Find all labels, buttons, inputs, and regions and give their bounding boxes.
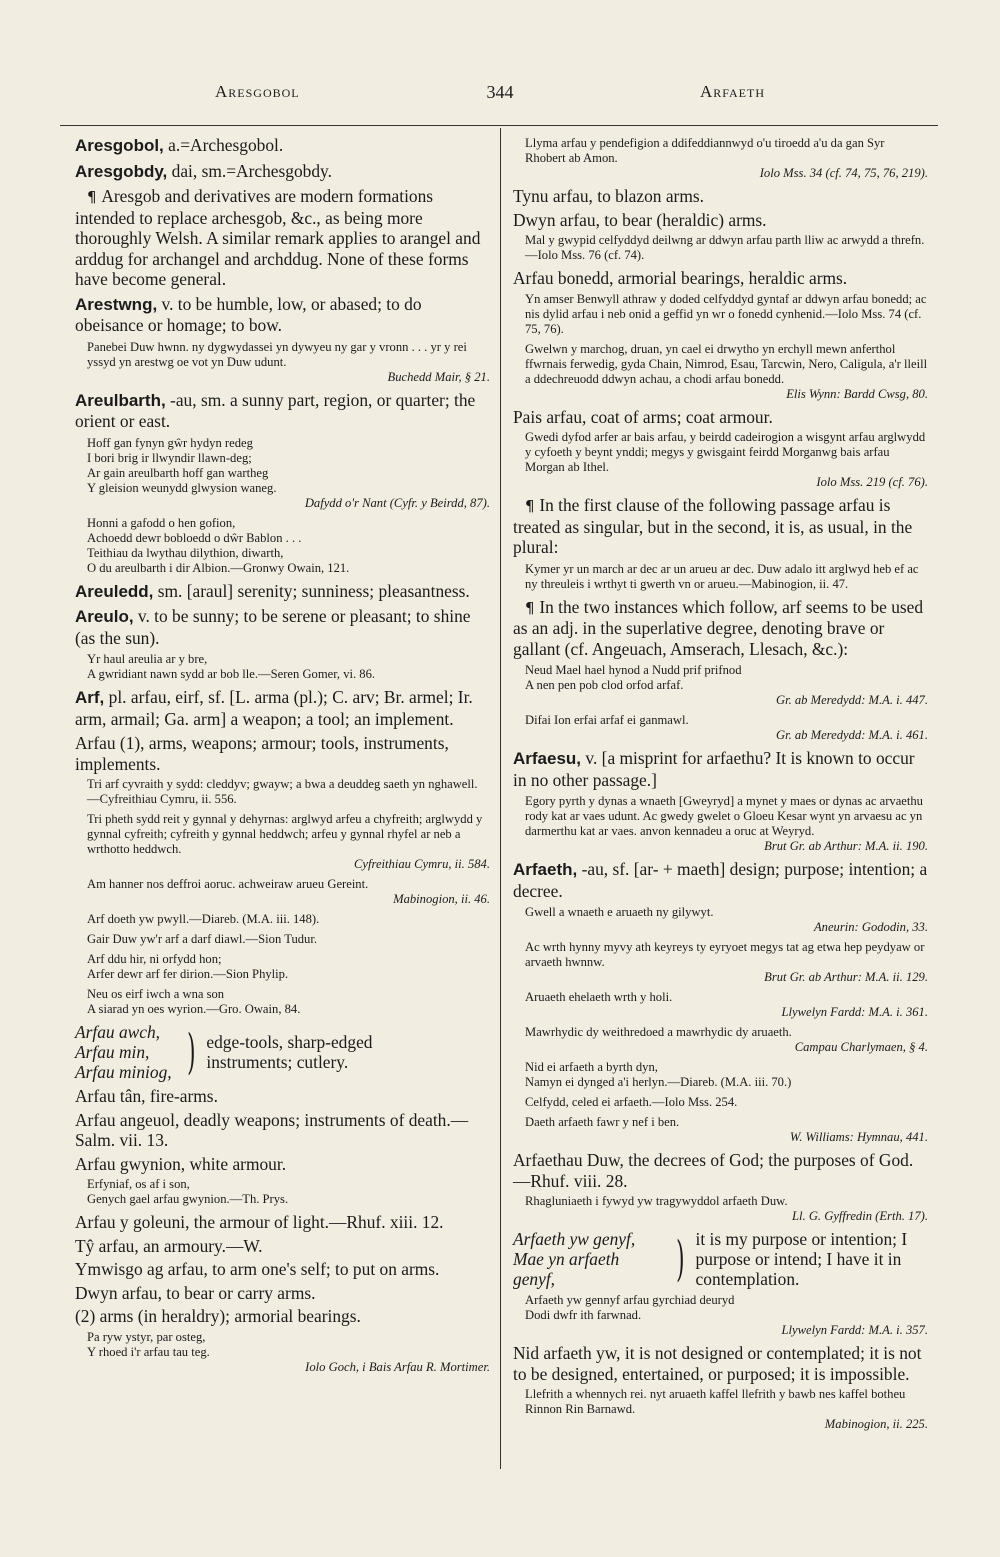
quotation [525,990,928,1020]
bracketed-definition: edge-tools, sharp-edged instruments; cutlery. [206,1032,373,1072]
phrase-entry: Dwyn arfau, to bear or carry arms. [75,1282,316,1303]
quotation-line: Pa ryw ystyr, par osteg, [87,1329,206,1344]
phrase-entry: Arfau tân, fire-arms. [75,1086,218,1106]
quotation-line: Genych gael arfau gwynion.—Th. Prys. [87,1192,289,1206]
bracketed-phrase: Arfau awch, [75,1022,161,1042]
quotation-line: Gwelwn y marchog, druan, yn cael ei drwytho yn erchyll mewn anferthol ffwrnais ferwedig, gyda Chain, Nimrod, Esau, Tarcwin, Nero, Caligula, a'r lleill a ddechreuodd ddwyn achau, a chodi arfau bonedd. [525,341,928,386]
quotation-line: Am hanner nos deffroi aoruc. achweiraw arueu Gereint. [87,877,369,891]
phrase-entry: Tynu arfau, to blazon arms. [513,186,704,206]
quotation-line: Teithiau da lwythau dilythion, diwarth, [87,545,284,560]
quotation [87,516,490,576]
quotation-line: Tri arf cyvraith y sydd: cleddyv; gwayw; a bwa a deuddeg saeth yn nghawell.—Cyfreithiau Cymru, ii. 556. [87,777,478,806]
quotation-citation: Llywelyn Fardd: M.A. i. 361. [781,1005,928,1019]
quotation-line: Nid ei arfaeth a byrth dyn, [525,1060,658,1074]
quotation-line: Kymer yr un march ar dec ar un arueu ar dec. Duw adalo itt arglwyd heb ef ac ny threuleis i wrthyt ti gwerth vn or arueu.—Mabinogion, ii. 47. [525,561,919,591]
quotation-line: Yr haul areulia ar y bre, [87,652,208,666]
bracketed-phrases [513,1229,661,1289]
quotation-citation: Iolo Mss. 219 (cf. 76). [816,475,928,489]
entry-headword: Arestwng, [75,294,158,314]
quotation [87,436,490,511]
usage-note [513,495,928,558]
phrase-entry: (2) arms (in heraldry); armorial bearings. [75,1306,361,1326]
entry-definition: v. to be sunny; to be serene or pleasant; to shine (as the sun). [75,606,471,648]
quotation-line: Achoedd dewr bobloedd o dŵr Bablon . . . [87,530,302,545]
quotation-line: Egory pyrth y dynas a wnaeth [Gweyryd] a mynet y maes or dynas ac arvaethu rody kat ar vaes udunt. Ac gwedy gwelet o Gloeu Kesar wynt yn arvaesu ac yn darmerthu kat ar vaes. anvon kennadeu a oruc at Weyryd. [525,794,923,838]
quotation-line: Gwedi dyfod arfer ar bais arfau, y beirdd cadeirogion a wisgynt arfau arglwydd y cyfoeth y beynt ynddi; megys y gwisgaint feirdd Morganwg bais arfau Morgan ab Ithel. [525,430,926,474]
quotation [525,136,928,181]
header-rule [60,125,938,126]
quotation-citation: Dafydd o'r Nant (Cyfr. y Beirdd, 87). [304,495,490,510]
entry-definition: sm. [araul] serenity; sunniness; pleasantness. [157,580,470,601]
brace-mark: ) [186,1024,196,1080]
right-column [513,135,928,1437]
running-header [60,82,940,114]
entry-headword: Arf, [75,688,105,707]
quotation-line: O du areulbarth i dir Albion.—Gronwy Owain, 121. [87,560,350,575]
quotation [87,877,490,907]
usage-note-text: In the two instances which follow, arf seems to be used as an adj. in the superlative degree, denoting brave or gallant (cf. Angeuach, Amserach, Llesach, &c.): [513,596,924,659]
entry-definition: v. [a misprint for arfaethu? It is known to occur in no other passage.] [513,748,915,790]
quotation [87,812,490,872]
quotation [525,292,928,337]
quotation-line: Tri pheth sydd reit y gynnal y dehyrnas: arglwyd arfeu a chyfreith; arglwydd y gynnal cyfreith; cyfreith y gynnal heddwch; arfeu y gynnal rhyfel ar neb a wrthotto heddwch. [87,812,483,856]
quotation-line: Panebei Duw hwnn. ny dygwydassei yn dywyeu ny gar y vronn . . . yr y rei yssyd yn arestwg oe vot yn Duw udunt. [87,339,467,369]
pilcrow-icon: ¶ [87,188,102,206]
column-divider [500,128,501,1469]
quotation [87,340,490,385]
quotation-line: Dodi dwfr ith farwnad. [525,1308,642,1322]
quotation-line: Honni a gafodd o hen gofion, [87,515,236,530]
bracketed-phrase-group [513,1229,928,1289]
dictionary-entry [75,687,490,729]
quotation-citation: W. Williams: Hymnau, 441. [789,1130,928,1144]
quotation-line: Namyn ei dynged a'i herlyn.—Diareb. (M.A. iii. 70.) [525,1075,792,1089]
quotation [525,233,928,263]
quotation-citation: Cyfreithiau Cymru, ii. 584. [354,857,490,871]
header-left-guideword: Aresgobol [215,82,300,101]
quotation-citation: Ll. G. Gyffredin (Erth. 17). [792,1209,928,1223]
quotation-line: Rhagluniaeth i fywyd yw tragywyddol arfaeth Duw. [525,1194,788,1208]
pilcrow-icon: ¶ [525,497,540,515]
pilcrow-icon: ¶ [525,598,540,617]
dictionary-entry [75,606,490,648]
phrase-entry: Arfau (1), arms, weapons; armour; tools, instruments, implements. [75,733,449,774]
quotation [525,342,928,402]
dictionary-entry [513,859,928,901]
quotation [87,987,490,1017]
quotation-line: A gwridiant nawn sydd ar bob lle.—Seren Gomer, vi. 86. [87,667,376,681]
page-number: 344 [486,82,514,102]
phrase-entry: Arfau angeuol, deadly weapons; instruments of death.—Salm. vii. 13. [75,1109,469,1150]
dictionary-entry [75,390,490,432]
phrase-entry: Dwyn arfau, to bear (heraldic) arms. [513,209,767,230]
quotation-citation: Mabinogion, ii. 225. [824,1417,928,1431]
entry-headword: Areuledd, [75,581,154,601]
quotation-line: Arfaeth yw gennyf arfau gyrchiad deuryd [525,1293,735,1307]
quotation-citation: Buchedd Mair, § 21. [387,369,490,384]
quotation-citation: Iolo Goch, i Bais Arfau R. Mortimer. [305,1359,490,1374]
entry-headword: Aresgobol, [75,136,164,155]
entry-headword: Arfaeth, [513,860,578,879]
quotation-citation: Aneurin: Gododin, 33. [813,920,928,934]
quotation [87,932,490,947]
quotation [87,912,490,927]
entry-headword: Arfaesu, [513,749,582,768]
quotation-line: Celfydd, celed ei arfaeth.—Iolo Mss. 254. [525,1095,738,1109]
quotation [87,777,490,807]
quotation [87,1177,490,1207]
quotation-line: Llefrith a whennych rei. nyt aruaeth kaffel llefrith y bawb nes kaffel botheu Rinnon Rin Barnawd. [525,1387,906,1416]
quotation [525,1293,928,1338]
quotation-line: Neu os eirf iwch a wna son [87,987,225,1001]
quotation-line: Mal y gwypid celfyddyd deilwng ar ddwyn arfau parth lliw ac arwydd a threfn.—Iolo Mss. 76 (cf. 74). [525,233,925,262]
quotation-citation: Brut Gr. ab Arthur: M.A. ii. 190. [764,839,928,853]
quotation-line: Yn amser Benwyll athraw y doded celfyddyd gyntaf ar ddwyn arfau bonedd; ac nis dylid arfau i neb onid a geffid yn wr o fonedd cynhenid.—Iolo Mss. 74 (cf. 75, 76). [525,291,927,336]
quotation-citation: Campau Charlymaen, § 4. [794,1040,928,1054]
brace-mark: ) [675,1231,685,1287]
quotation-line: Aruaeth ehelaeth wrth y holi. [525,990,673,1004]
bracketed-phrase: Mae yn arfaeth genyf, [513,1249,620,1289]
quotation-line: Arfer dewr arf fer dirion.—Sion Phylip. [87,967,289,981]
left-column [75,135,490,1380]
quotation [87,1330,490,1375]
quotation-citation: Gr. ab Meredydd: M.A. i. 461. [775,728,928,742]
quotation [525,663,928,708]
entry-definition: -au, sm. a sunny part, region, or quarter; the orient or east. [75,389,476,431]
quotation-citation: Gr. ab Meredydd: M.A. i. 447. [775,693,928,707]
quotation-line: Arf ddu hir, ni orfydd hon; [87,952,222,966]
dictionary-entry [513,748,928,790]
bracketed-definition: it is my purpose or intention; I purpose or intend; I have it in contemplation. [695,1229,908,1289]
usage-note-text: In the first clause of the following passage arfau is treated as singular, but in the second, it is, as usual, in the plural: [513,495,913,557]
entry-definition: -au, sf. [ar- + maeth] design; purpose; intention; a decree. [513,859,928,901]
bracketed-phrase: Arfau min, [75,1042,150,1062]
quotation-citation: Elis Wynn: Bardd Cwsg, 80. [786,386,928,401]
quotation-line: Ar gain areulbarth hoff gan wartheg [87,465,269,480]
phrase-entry: Arfau bonedd, armorial bearings, heraldic arms. [513,268,848,288]
quotation-line: Llyma arfau y pendefigion a ddifeddiannwyd o'u tiroedd a'u da gan Syr Rhobert ab Amon. [525,136,885,165]
phrase-entry: Pais arfau, coat of arms; coat armour. [513,406,773,427]
bracketed-phrase-group [75,1022,490,1082]
entry-definition: dai, sm.=Archesgobdy. [171,160,332,181]
quotation [525,430,928,490]
usage-note [513,597,928,660]
quotation-line: Y gleision weunydd glwysion waneg. [87,480,277,495]
phrase-entry: Nid arfaeth yw, it is not designed or contemplated; it is not to be designed, entertained, or purposed; it is impossible. [513,1343,922,1384]
dictionary-entry [75,161,490,183]
quotation-line: A nen pen pob clod orfod arfaf. [525,678,684,692]
quotation [525,562,928,592]
quotation-line: Y rhoed i'r arfau tau teg. [87,1344,210,1359]
bracketed-phrase: Arfau miniog, [75,1062,172,1082]
bracketed-phrase: Arfaeth yw genyf, [513,1229,636,1249]
entry-definition: a.=Archesgobol. [168,135,284,155]
usage-note [75,186,490,290]
entry-headword: Areulbarth, [75,390,166,410]
quotation [525,1025,928,1055]
quotation [525,1194,928,1224]
entry-headword: Aresgobdy, [75,161,168,181]
usage-note-text: Aresgob and derivatives are modern formations intended to replace archesgob, &c., as being more thoroughly Welsh. A similar remark applies to arangel and arddug for archangel and archddug. None of these forms have become general. [75,186,481,289]
quotation-line: Difai Ion erfai arfaf ei ganmawl. [525,713,689,727]
quotation-line: Erfyniaf, os af i son, [87,1177,190,1191]
quotation [525,1115,928,1145]
quotation-line: Ac wrth hynny myvy ath keyreys ty eyryoet megys tat ag etwa hep peydyaw or arvaeth hwnnw. [525,940,925,969]
quotation-line: Neud Mael hael hynod a Nudd prif prifnod [525,663,742,677]
quotation-citation: Iolo Mss. 34 (cf. 74, 75, 76, 219). [759,166,928,180]
header-right-guideword: Arfaeth [699,82,765,101]
quotation-line: Gair Duw yw'r arf a darf diawl.—Sion Tudur. [87,932,317,946]
phrase-entry: Arfau gwynion, white armour. [75,1153,287,1174]
bracketed-phrases [75,1022,172,1082]
quotation-line: A siarad yn oes wyrion.—Gro. Owain, 84. [87,1002,301,1016]
phrase-entry: Tŷ arfau, an armoury.—W. [75,1235,263,1256]
dictionary-entry [75,294,490,336]
quotation [525,794,928,854]
quotation [87,652,490,682]
quotation [525,1387,928,1432]
quotation [525,940,928,985]
entry-headword: Areulo, [75,607,134,626]
entry-definition: v. to be humble, low, or abased; to do obeisance or homage; to bow. [75,293,422,335]
quotation [525,905,928,935]
phrase-entry: Ymwisgo ag arfau, to arm one's self; to put on arms. [75,1259,440,1279]
quotation-citation: Mabinogion, ii. 46. [393,892,490,906]
quotation-line: I bori brig ir llwyndir llawn-deg; [87,450,252,465]
quotation [525,713,928,743]
quotation [525,1095,928,1110]
quotation-citation: Brut Gr. ab Arthur: M.A. ii. 129. [764,970,928,984]
quotation [525,1060,928,1090]
phrase-entry: Arfau y goleuni, the armour of light.—Rhuf. xiii. 12. [75,1212,444,1232]
quotation [87,952,490,982]
phrase-entry: Arfaethau Duw, the decrees of God; the purposes of God.—Rhuf. viii. 28. [513,1150,914,1191]
quotation-citation: Llywelyn Fardd: M.A. i. 357. [781,1323,928,1337]
dictionary-entry [75,581,490,603]
dictionary-entry [75,135,490,157]
quotation-line: Gwell a wnaeth e aruaeth ny gilywyt. [525,905,714,919]
quotation-line: Mawrhydic dy weithredoed a mawrhydic dy aruaeth. [525,1025,792,1039]
quotation-line: Daeth arfaeth fawr y nef i ben. [525,1115,680,1129]
quotation-line: Arf doeth yw pwyll.—Diareb. (M.A. iii. 148). [87,912,320,926]
entry-definition: pl. arfau, eirf, sf. [L. arma (pl.); C. arv; Br. armel; Ir. arm, armail; Ga. arm] a weapon; a tool; an implement. [75,687,473,729]
quotation-line: Hoff gan fynyn gŵr hydyn redeg [87,435,253,450]
